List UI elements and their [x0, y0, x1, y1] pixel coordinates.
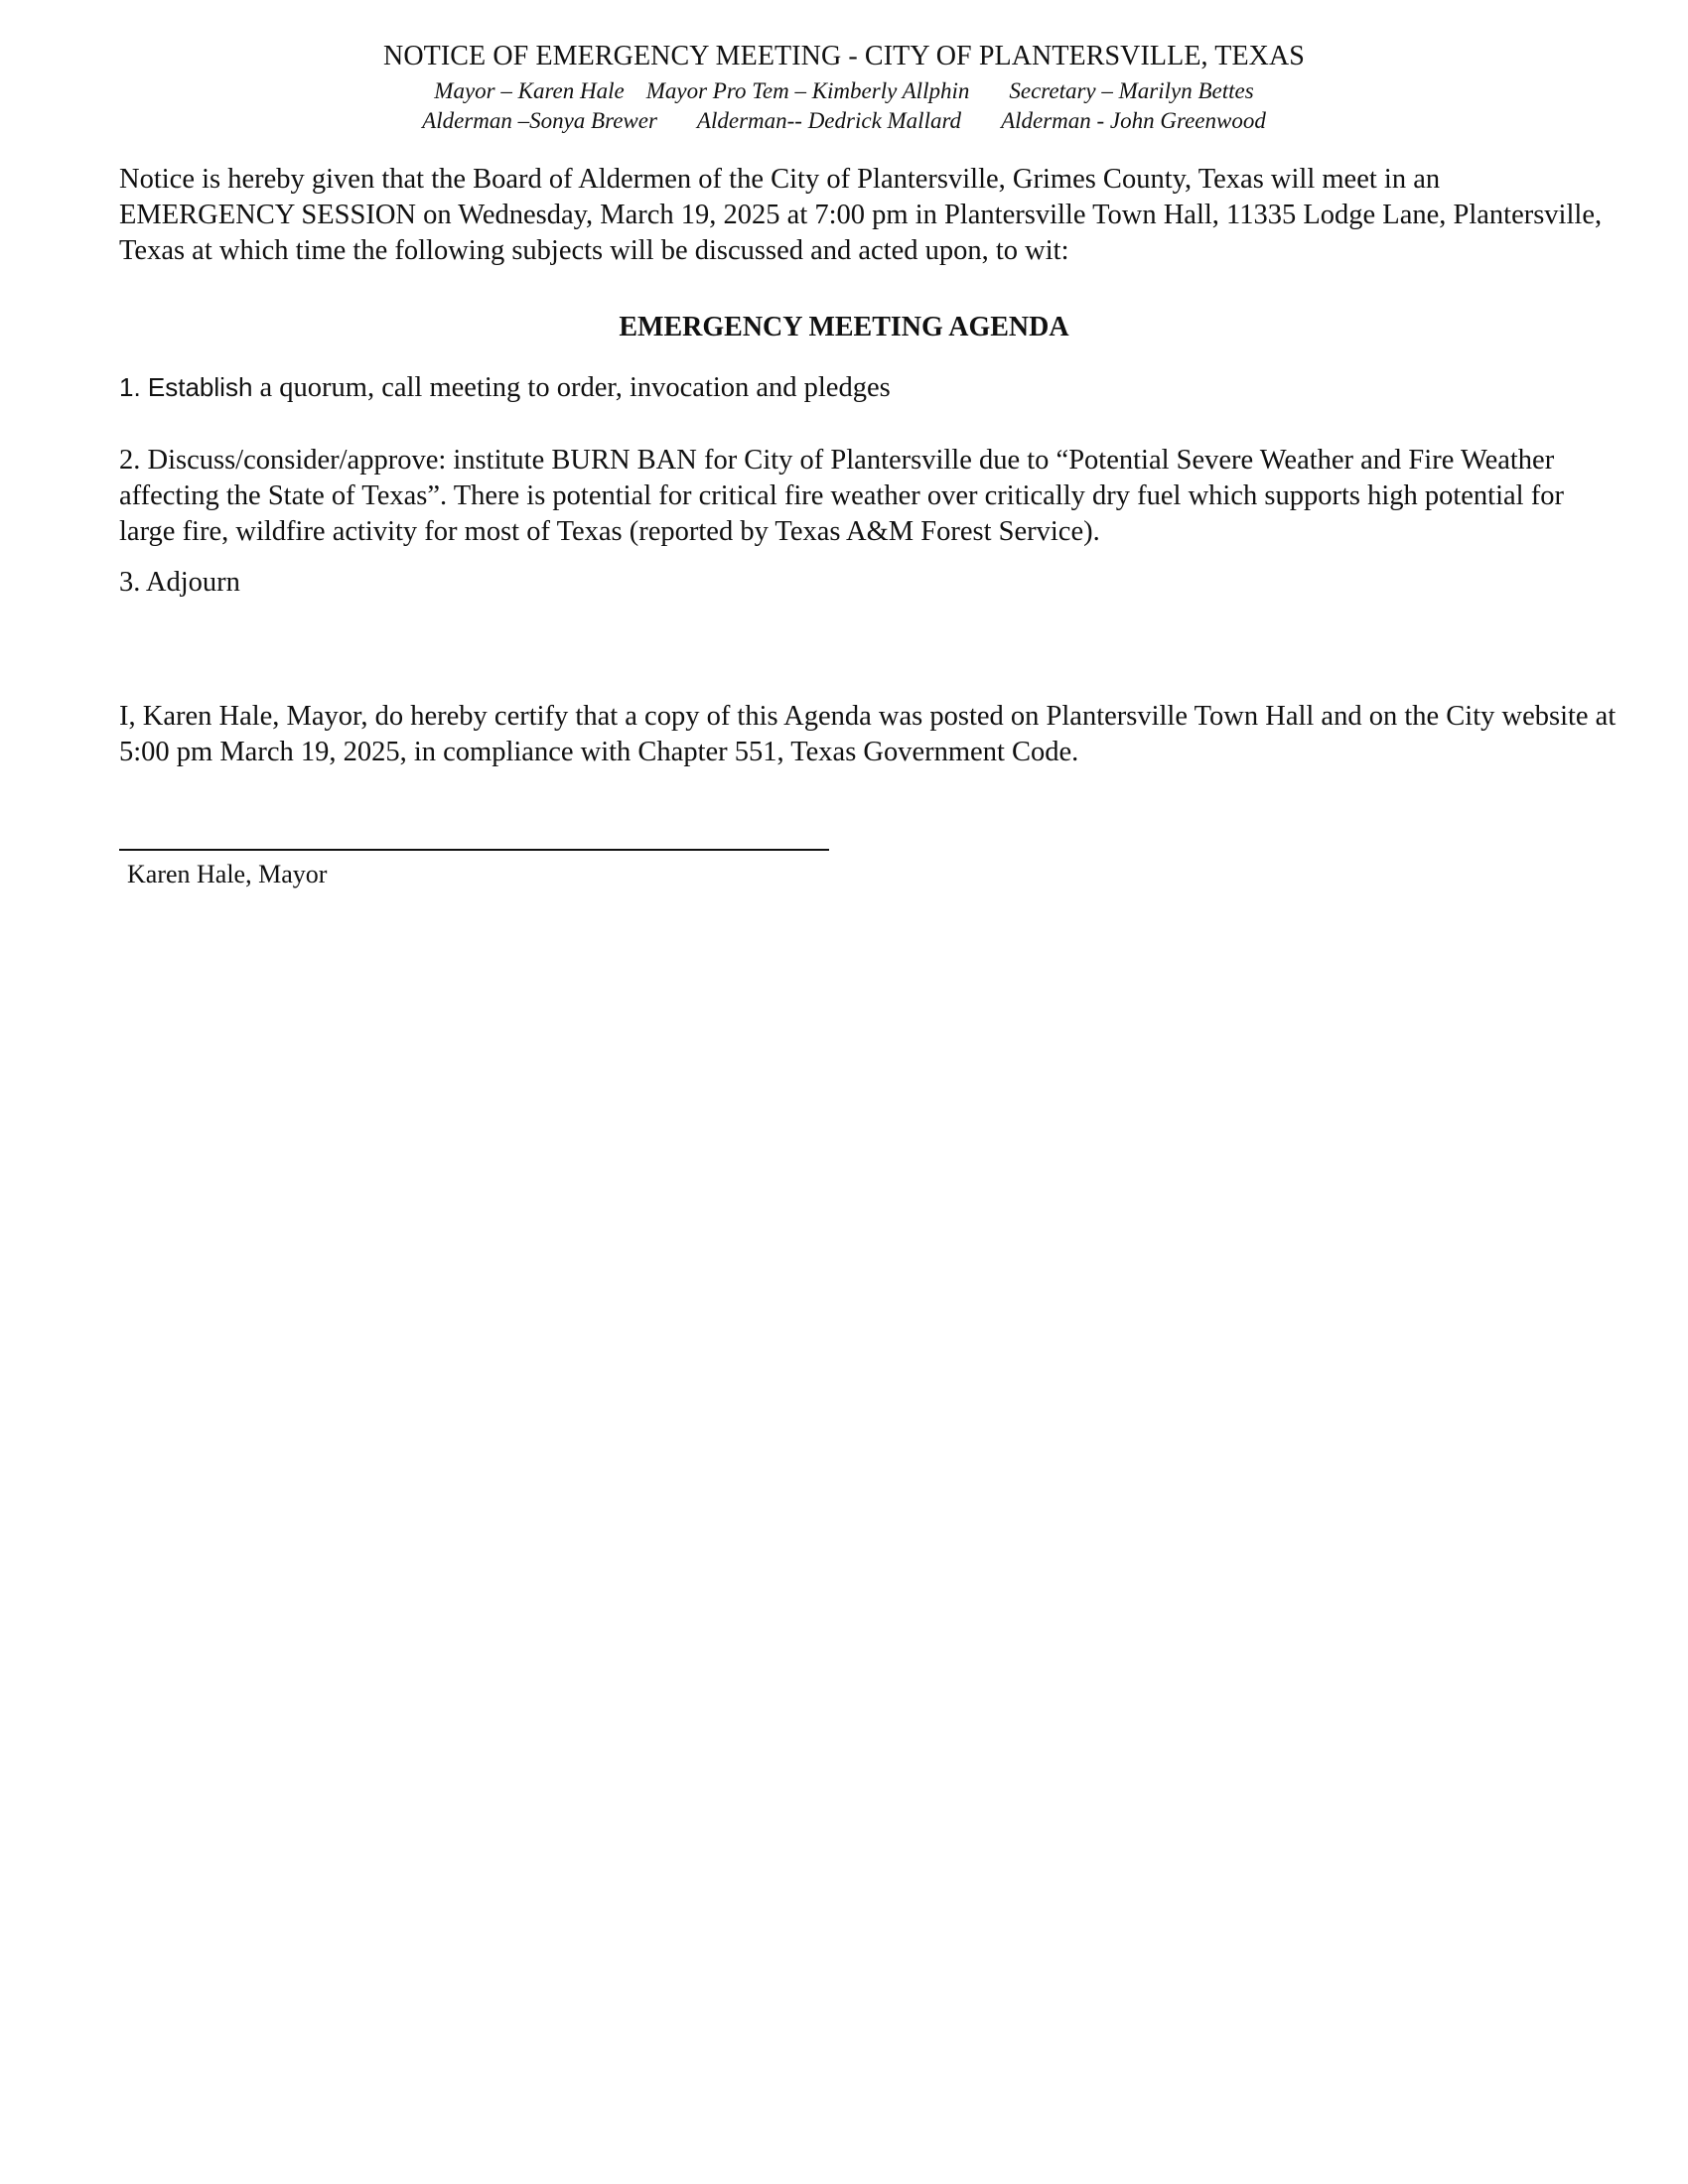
notice-paragraph: Notice is hereby given that the Board of Aldermen of the City of Plantersville, Grimes County, Texas will meet in an EMERGENCY SESSION on Wednesday, March 19, 2025 at 7:00 pm in Plantersville Town Hall, 11335 Lodge Lane, Plantersville, Texas at which time the following subjects will be discussed and acted upon, to wit: — [119, 164, 1603, 266]
signature-line — [119, 849, 829, 851]
official-alderman-greenwood: Alderman - John Greenwood — [1001, 108, 1266, 133]
agenda-item-2: 2. Discuss/consider/approve: institute BURN BAN for City of Plantersville due to “Potential Severe Weather and Fire Weather affecting the State of Texas”. There is potential for critical fire weather over critically dry fuel which supports high potential for large fire, wildfire activity for most of Texas (reported by Texas A&M Forest Service). — [119, 445, 1564, 547]
officials-row-2 — [0, 107, 1688, 135]
official-mayor-pro-tem: Mayor Pro Tem – Kimberly Allphin — [645, 78, 970, 103]
agenda-item-3: 3. Adjourn — [119, 567, 240, 598]
official-mayor: Mayor – Karen Hale — [434, 78, 625, 103]
officials-row-1 — [0, 77, 1688, 105]
official-alderman-mallard: Alderman-- Dedrick Mallard — [696, 108, 962, 133]
agenda-item-1 — [119, 369, 1618, 406]
notice-title: NOTICE OF EMERGENCY MEETING - CITY OF PLANTERSVILLE, TEXAS — [383, 41, 1305, 71]
agenda-heading: EMERGENCY MEETING AGENDA — [619, 312, 1069, 342]
agenda-item-1-text: a quorum, call meeting to order, invocation and pledges — [252, 372, 891, 403]
agenda-item-1-prefix: 1. Establish — [119, 372, 253, 402]
official-secretary: Secretary – Marilyn Bettes — [1009, 78, 1254, 103]
certification-paragraph: I, Karen Hale, Mayor, do hereby certify that a copy of this Agenda was posted on Plantersville Town Hall and on the City website at 5:00 pm March 19, 2025, in compliance with Chapter 551, Texas Government Code. — [119, 701, 1617, 767]
official-alderman-brewer: Alderman –Sonya Brewer — [422, 108, 657, 133]
signature-name: Karen Hale, Mayor — [127, 860, 328, 888]
